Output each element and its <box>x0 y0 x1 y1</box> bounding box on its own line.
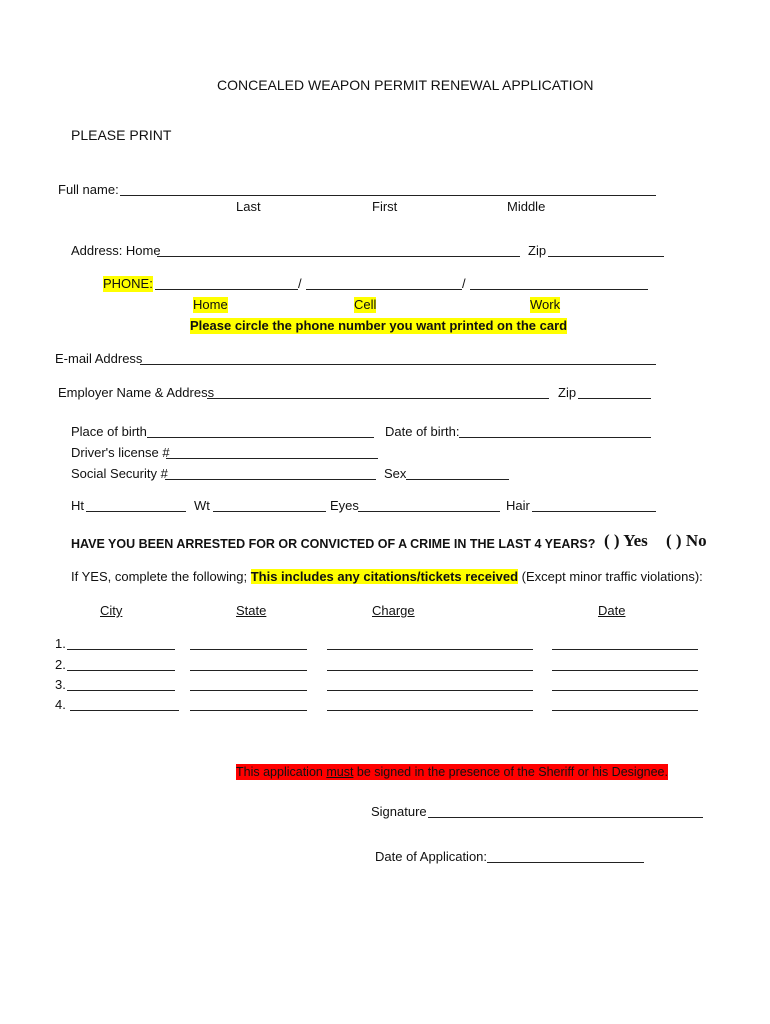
column-header-date: Date <box>598 603 626 618</box>
phone-home-field[interactable] <box>155 289 298 290</box>
eyes-field[interactable] <box>358 511 500 512</box>
full-name-first-caption: First <box>372 199 398 214</box>
date-field[interactable] <box>552 670 698 671</box>
signature-notice: This application must be signed in the presence of the Sheriff or his Designee. <box>236 765 668 779</box>
date-of-birth-field[interactable] <box>459 437 651 438</box>
charge-field[interactable] <box>327 649 533 650</box>
row-number: 3. <box>55 677 66 692</box>
full-name-label: Full name: <box>58 182 123 197</box>
date-of-birth-label: Date of birth: <box>385 424 460 439</box>
state-field[interactable] <box>190 670 307 671</box>
please-print-note: PLEASE PRINT <box>71 127 172 143</box>
state-field[interactable] <box>190 649 307 650</box>
row-number: 4. <box>55 697 66 712</box>
date-of-application-label: Date of Application: <box>375 849 488 864</box>
full-name-field[interactable] <box>120 195 656 196</box>
phone-work-caption: Work <box>530 297 561 312</box>
arrest-yes-checkbox[interactable]: ( ) Yes <box>604 531 648 550</box>
phone-cell-field[interactable] <box>306 289 462 290</box>
place-of-birth-label: Place of birth <box>71 424 147 439</box>
full-name-last-caption: Last <box>236 199 261 214</box>
charge-field[interactable] <box>327 690 533 691</box>
phone-separator: / <box>298 276 302 291</box>
state-field[interactable] <box>190 690 307 691</box>
city-field[interactable] <box>67 649 175 650</box>
charge-field[interactable] <box>327 710 533 711</box>
email-label: E-mail Address <box>55 351 143 366</box>
employer-label: Employer Name & Address <box>58 385 215 400</box>
citations-highlight: This includes any citations/tickets received <box>250 569 519 584</box>
drivers-license-label: Driver's license # <box>71 445 170 460</box>
address-label: Address: Home <box>71 243 161 258</box>
email-field[interactable] <box>140 364 656 365</box>
if-yes-instruction: If YES, complete the following; This includes any citations/tickets received (Except minor traffic violations): <box>71 569 703 584</box>
date-field[interactable] <box>552 649 698 650</box>
phone-separator: / <box>462 276 466 291</box>
weight-label: Wt <box>194 498 210 513</box>
weight-field[interactable] <box>213 511 326 512</box>
state-field[interactable] <box>190 710 307 711</box>
form-title: CONCEALED WEAPON PERMIT RENEWAL APPLICATION <box>217 77 594 93</box>
employer-field[interactable] <box>207 398 549 399</box>
address-field[interactable] <box>157 256 520 257</box>
ssn-label: Social Security # <box>71 466 168 481</box>
place-of-birth-field[interactable] <box>147 437 374 438</box>
phone-circle-note: Please circle the phone number you want printed on the card <box>190 318 568 333</box>
address-zip-field[interactable] <box>548 256 664 257</box>
phone-home-caption: Home <box>193 297 228 312</box>
signature-field[interactable] <box>428 817 703 818</box>
signature-label: Signature <box>371 804 427 819</box>
city-field[interactable] <box>70 710 179 711</box>
arrest-no-checkbox[interactable]: ( ) No <box>666 531 707 550</box>
sex-field[interactable] <box>406 479 509 480</box>
row-number: 1. <box>55 636 66 651</box>
date-of-application-field[interactable] <box>487 862 644 863</box>
charge-field[interactable] <box>327 670 533 671</box>
hair-field[interactable] <box>532 511 656 512</box>
phone-label: PHONE: <box>103 276 153 291</box>
row-number: 2. <box>55 657 66 672</box>
phone-cell-caption: Cell <box>354 297 377 312</box>
date-field[interactable] <box>552 690 698 691</box>
drivers-license-field[interactable] <box>166 458 378 459</box>
phone-work-field[interactable] <box>470 289 648 290</box>
employer-zip-field[interactable] <box>578 398 651 399</box>
date-field[interactable] <box>552 710 698 711</box>
ssn-field[interactable] <box>165 479 376 480</box>
employer-zip-label: Zip <box>558 385 577 400</box>
sex-label: Sex <box>384 466 407 481</box>
height-label: Ht <box>71 498 84 513</box>
hair-label: Hair <box>506 498 530 513</box>
address-zip-label: Zip <box>528 243 547 258</box>
column-header-state: State <box>236 603 267 618</box>
arrest-question: HAVE YOU BEEN ARRESTED FOR OR CONVICTED OF A CRIME IN THE LAST 4 YEARS? <box>71 537 596 551</box>
column-header-charge: Charge <box>372 603 415 618</box>
full-name-middle-caption: Middle <box>507 199 546 214</box>
city-field[interactable] <box>67 670 175 671</box>
column-header-city: City <box>100 603 123 618</box>
city-field[interactable] <box>67 690 175 691</box>
height-field[interactable] <box>86 511 186 512</box>
eyes-label: Eyes <box>330 498 359 513</box>
